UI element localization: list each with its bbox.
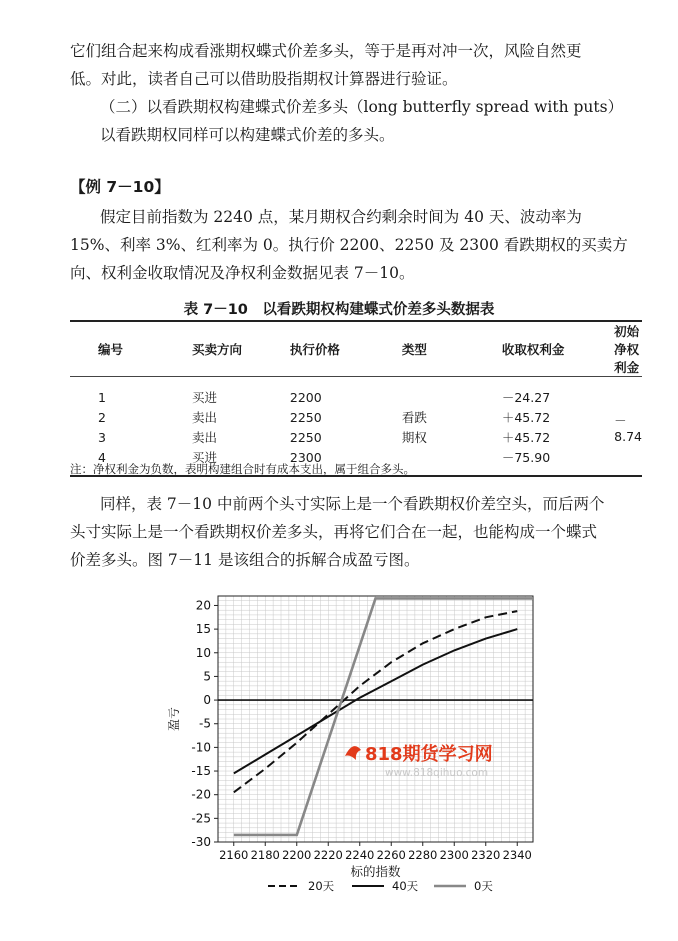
y-tick-label: 10 xyxy=(195,645,211,660)
x-tick-label: 2220 xyxy=(313,848,343,862)
table-header-strike: 执行价格 xyxy=(278,321,394,377)
y-tick-label: -25 xyxy=(191,811,211,826)
y-tick-label: -5 xyxy=(199,716,211,731)
table-cell-id: 3 xyxy=(98,429,106,445)
paragraph-1-line-2: 低。对此，读者自己可以借助股指期权计算器进行验证。 xyxy=(70,70,458,88)
y-tick-label: -10 xyxy=(191,740,211,755)
chart-legend xyxy=(268,879,493,893)
paragraph-3-line-1: 假定目前指数为 2240 点，某月期权合约剩余时间为 40 天、波动率为 xyxy=(100,208,582,226)
legend-label-2: 0天 xyxy=(474,879,493,893)
table-cell-id: 4 xyxy=(70,447,182,476)
table-cell-strike: 2250 xyxy=(289,409,322,425)
x-tick-label: 2280 xyxy=(408,848,438,862)
x-tick-label: 2260 xyxy=(376,848,406,862)
paragraph-4-line-1: 同样，表 7－10 中前两个头寸实际上是一个看跌期权价差空头，而后两个 xyxy=(100,495,605,513)
table-header-type: 类型 xyxy=(394,321,486,377)
y-tick-label: -20 xyxy=(191,787,211,802)
table-cell-net-premium: －8.74 xyxy=(614,412,643,444)
legend-label-0: 20天 xyxy=(308,879,335,893)
paragraph-4-line-2: 头寸实际上是一个看跌期权价差多头，再将它们合在一起，也能构成一个蝶式 xyxy=(70,523,598,541)
table-cell-type-line-1: 看跌 xyxy=(401,410,427,425)
y-tick-label: -15 xyxy=(191,764,211,779)
x-tick-label: 2200 xyxy=(282,848,312,862)
table-header-id: 编号 xyxy=(70,321,182,377)
table-cell-strike: 2200 xyxy=(289,389,322,405)
table-title: 表 7－10 以看跌期权构建蝶式价差多头数据表 xyxy=(183,302,495,318)
table-header-net-premium: 初始净权利金 xyxy=(606,321,642,377)
y-tick-label: 20 xyxy=(195,598,211,613)
y-tick-label: 0 xyxy=(203,693,211,708)
watermark-url: www.818qihuo.com xyxy=(385,767,489,779)
watermark-brand: 818期货学习网 xyxy=(365,744,493,765)
table-cell-strike: 2250 xyxy=(289,429,322,445)
example-title: 【例 7－10】 xyxy=(70,178,170,196)
paragraph-4-line-3: 价差多头。图 7－11 是该组合的拆解合成盈亏图。 xyxy=(70,551,420,569)
legend-label-1: 40天 xyxy=(392,879,419,893)
table-cell-premium: ＋45.72 xyxy=(501,430,551,445)
y-tick-label: -30 xyxy=(191,835,211,849)
table-note: 注：净权利金为负数，表明构建组合时有成本支出，属于组合多头。 xyxy=(70,462,415,476)
table-header-side: 买卖方向 xyxy=(182,321,278,377)
y-tick-label: 5 xyxy=(203,669,211,684)
x-tick-label: 2300 xyxy=(439,848,469,862)
watermark-flame-icon xyxy=(345,746,361,760)
paragraph-2: 以看跌期权同样可以构建蝶式价差的多头。 xyxy=(100,126,395,144)
table-cell-strike: 2300 xyxy=(278,447,394,476)
paragraph-1-line-1: 它们组合起来构成看涨期权蝶式价差多头，等于是再对冲一次，风险自然更 xyxy=(70,42,582,60)
x-tick-label: 2160 xyxy=(219,848,249,862)
table-cell-side: 买进 xyxy=(192,390,218,405)
x-axis-label: 标的指数 xyxy=(350,864,401,879)
paragraph-3-line-3: 向、权利金收取情况及净权利金数据见表 7－10。 xyxy=(70,264,415,282)
x-tick-label: 2180 xyxy=(250,848,280,862)
chart-grid xyxy=(218,596,533,842)
x-tick-label: 2240 xyxy=(345,848,375,862)
table-header-premium: 收取权利金 xyxy=(486,321,606,377)
table-cell-type-line-2: 期权 xyxy=(401,430,427,445)
table-cell-premium: －75.90 xyxy=(486,447,606,476)
table-cell-premium: －24.27 xyxy=(501,390,551,405)
y-tick-label: 15 xyxy=(195,622,211,637)
section-heading: （二）以看跌期权构建蝶式价差多头（long butterfly spread with puts） xyxy=(100,98,624,116)
paragraph-3-line-2: 15%、利率 3%、红利率为 0。执行价 2200、2250 及 2300 看跌期权的买卖方 xyxy=(70,236,628,254)
table-cell-id: 2 xyxy=(98,409,106,425)
table-cell-side: 卖出 xyxy=(192,430,218,445)
table-cell-side: 买进 xyxy=(182,447,278,476)
table-cell-side: 卖出 xyxy=(192,410,218,425)
x-tick-label: 2340 xyxy=(502,848,532,862)
x-tick-label: 2320 xyxy=(471,848,501,862)
table-cell-premium: ＋45.72 xyxy=(501,410,551,425)
y-axis-label: 盈亏 xyxy=(167,706,181,732)
table-cell-id: 1 xyxy=(98,389,106,405)
watermark xyxy=(345,743,493,779)
